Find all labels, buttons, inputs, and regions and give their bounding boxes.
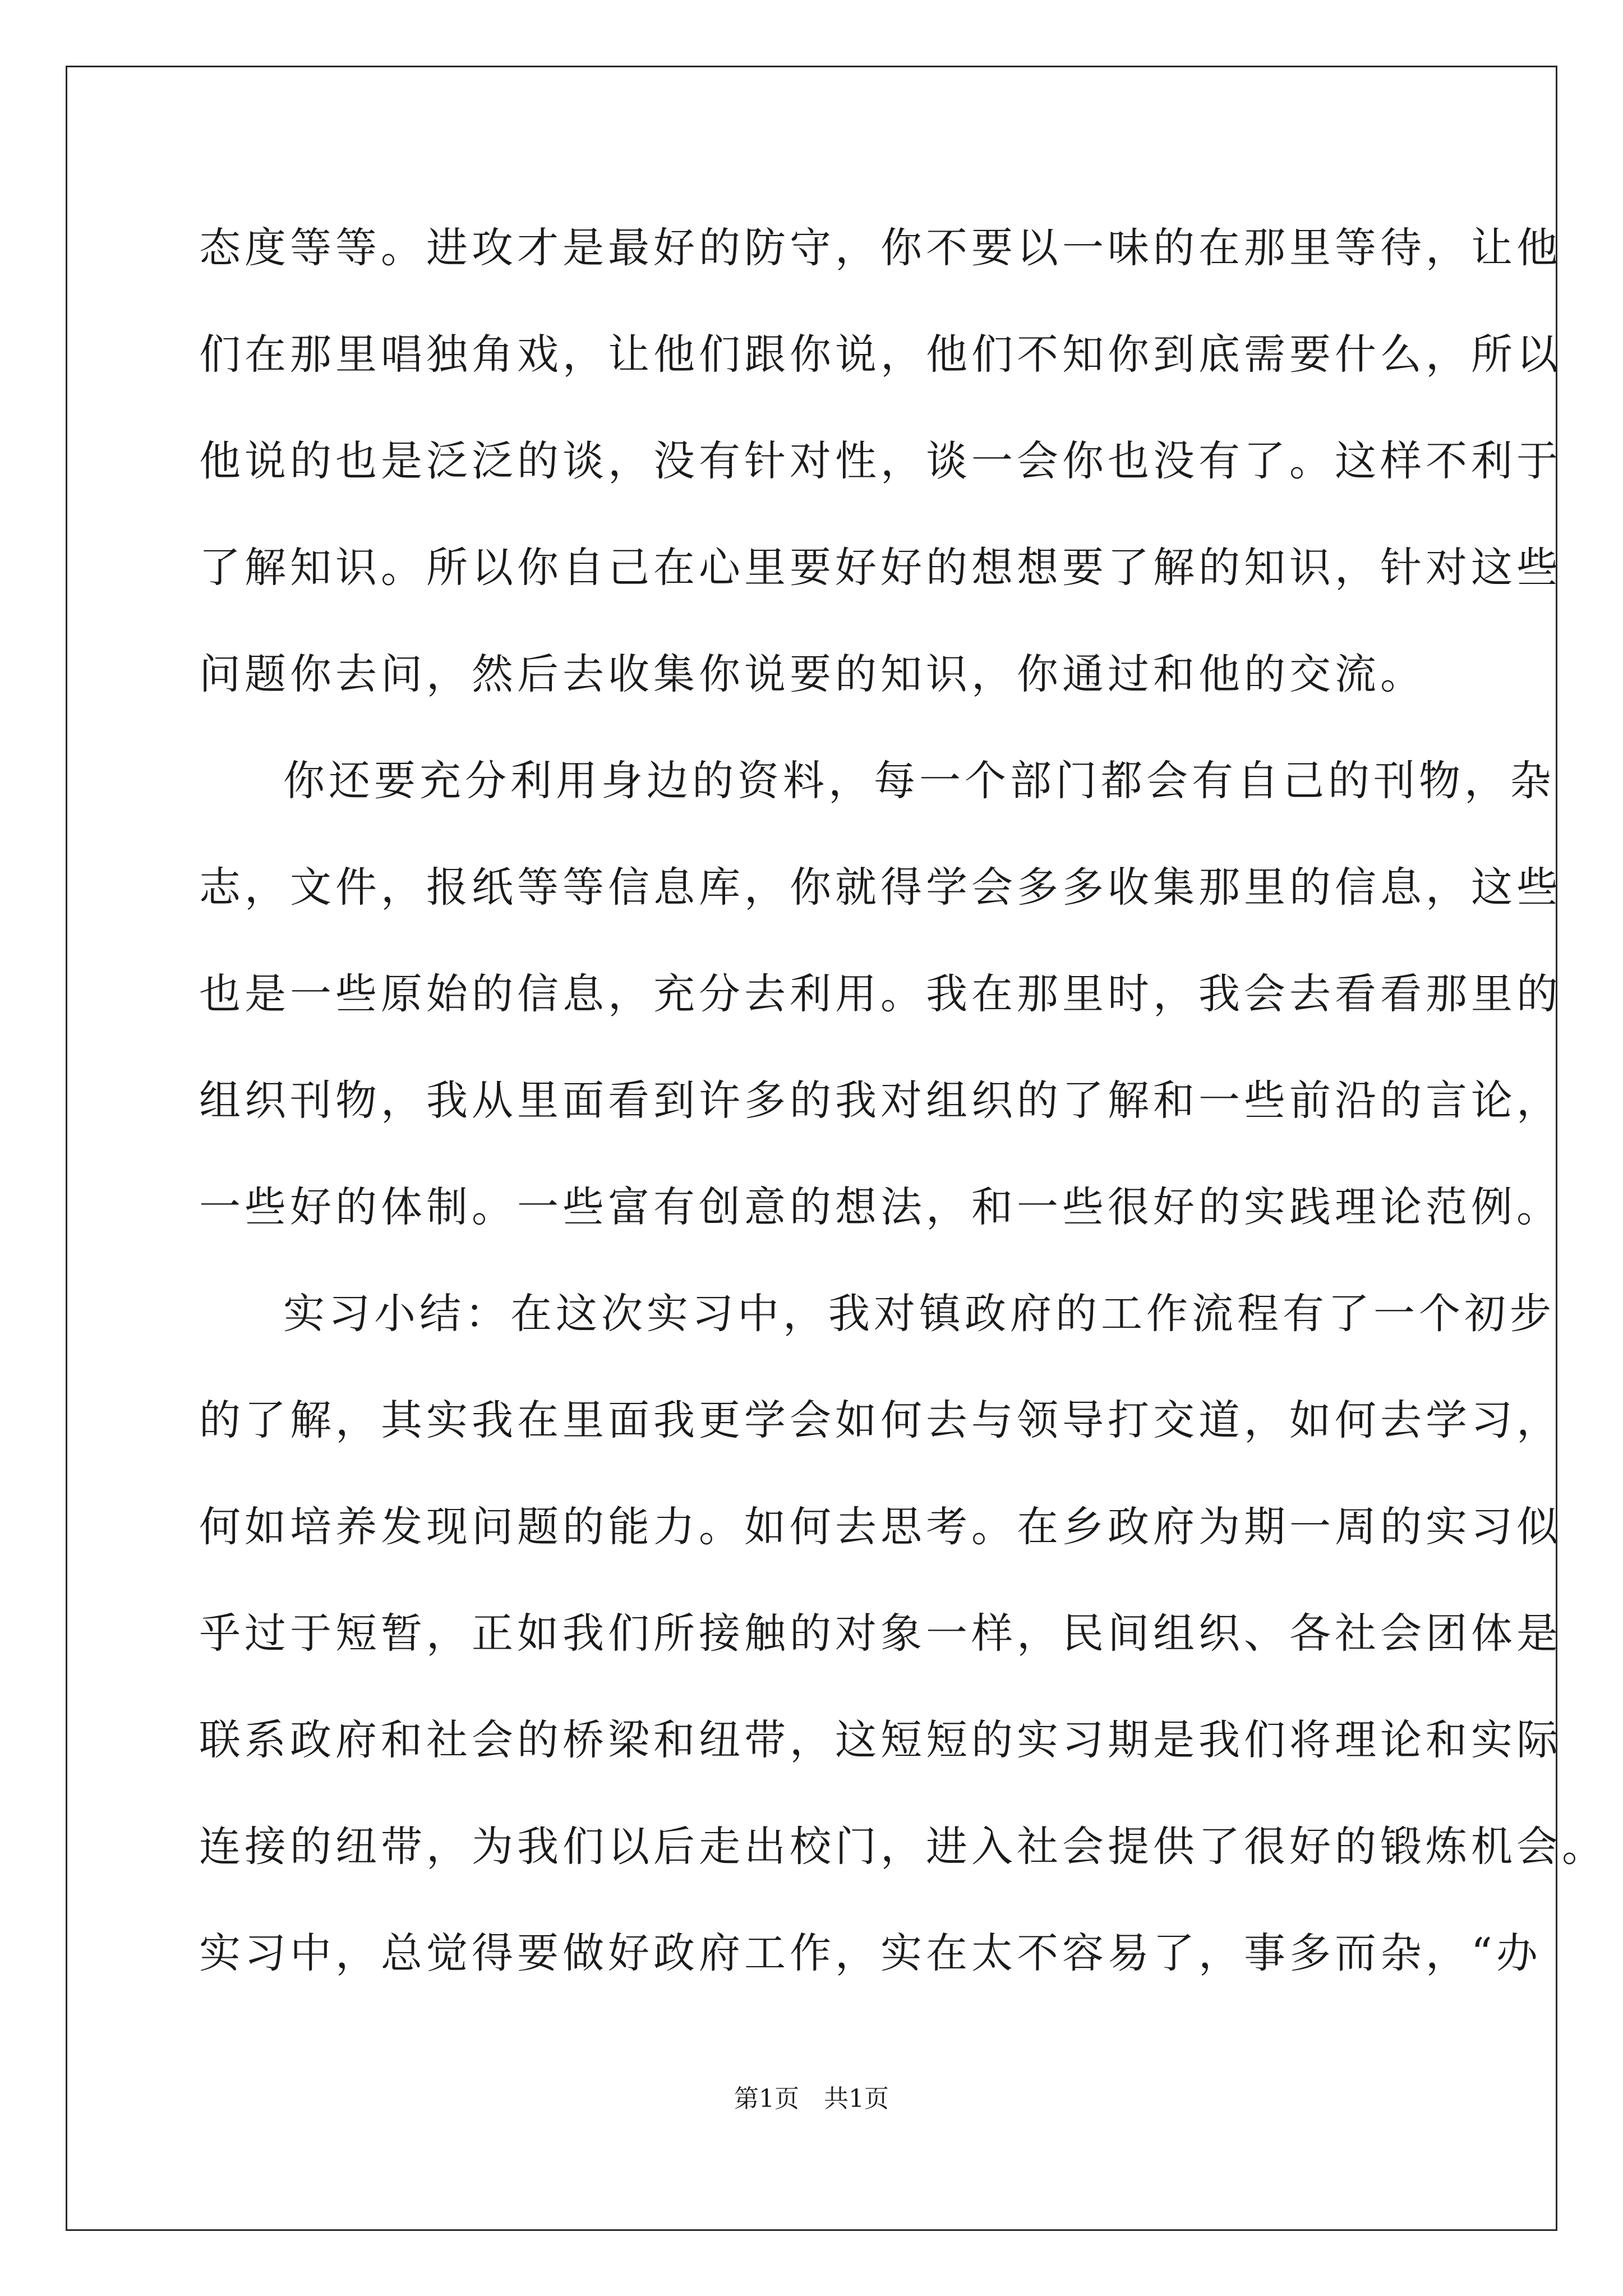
text-line: 们在那里唱独角戏，让他们跟你说，他们不知你到底需要什么，所以 <box>199 330 1562 379</box>
paragraph-start-line: 实习小结：在这次实习中，我对镇政府的工作流程有了一个初步 <box>283 1290 1555 1338</box>
page-number-footer: 第1页 共1页 <box>734 2085 889 2113</box>
text-line: 态度等等。进攻才是最好的防守，你不要以一味的在那里等待，让他 <box>199 224 1562 272</box>
text-line: 联系政府和社会的桥梁和纽带，这短短的实习期是我们将理论和实际 <box>199 1716 1562 1764</box>
text-line: 了解知识。所以你自己在心里要好好的想想要了解的知识，针对这些 <box>199 544 1562 592</box>
text-line: 的了解，其实我在里面我更学会如何去与领导打交道，如何去学习， <box>199 1396 1562 1444</box>
text-line: 一些好的体制。一些富有创意的想法，和一些很好的实践理论范例。 <box>199 1183 1562 1231</box>
paragraph-start-line: 你还要充分利用身边的资料，每一个部门都会有自己的刊物，杂 <box>283 757 1555 805</box>
text-line: 问题你去问，然后去收集你说要的知识，你通过和他的交流。 <box>199 650 1426 698</box>
text-line: 何如培养发现问题的能力。如何去思考。在乡政府为期一周的实习似 <box>199 1503 1562 1551</box>
text-line: 也是一些原始的信息，充分去利用。我在那里时，我会去看看那里的 <box>199 970 1562 1018</box>
text-line: 志，文件，报纸等等信息库，你就得学会多多收集那里的信息，这些 <box>199 863 1562 912</box>
text-line: 乎过于短暂，正如我们所接触的对象一样，民间组织、各社会团体是 <box>199 1609 1562 1658</box>
text-line: 实习中，总觉得要做好政府工作，实在太不容易了，事多而杂，“办 <box>199 1929 1542 1977</box>
page-border <box>66 66 1607 2231</box>
text-line: 他说的也是泛泛的谈，没有针对性，谈一会你也没有了。这样不利于 <box>199 437 1562 485</box>
text-line: 组织刊物，我从里面看到许多的我对组织的了解和一些前沿的言论， <box>199 1076 1562 1125</box>
text-line: 连接的纽带，为我们以后走出校门，进入社会提供了很好的锻炼机会。 <box>199 1823 1607 1871</box>
